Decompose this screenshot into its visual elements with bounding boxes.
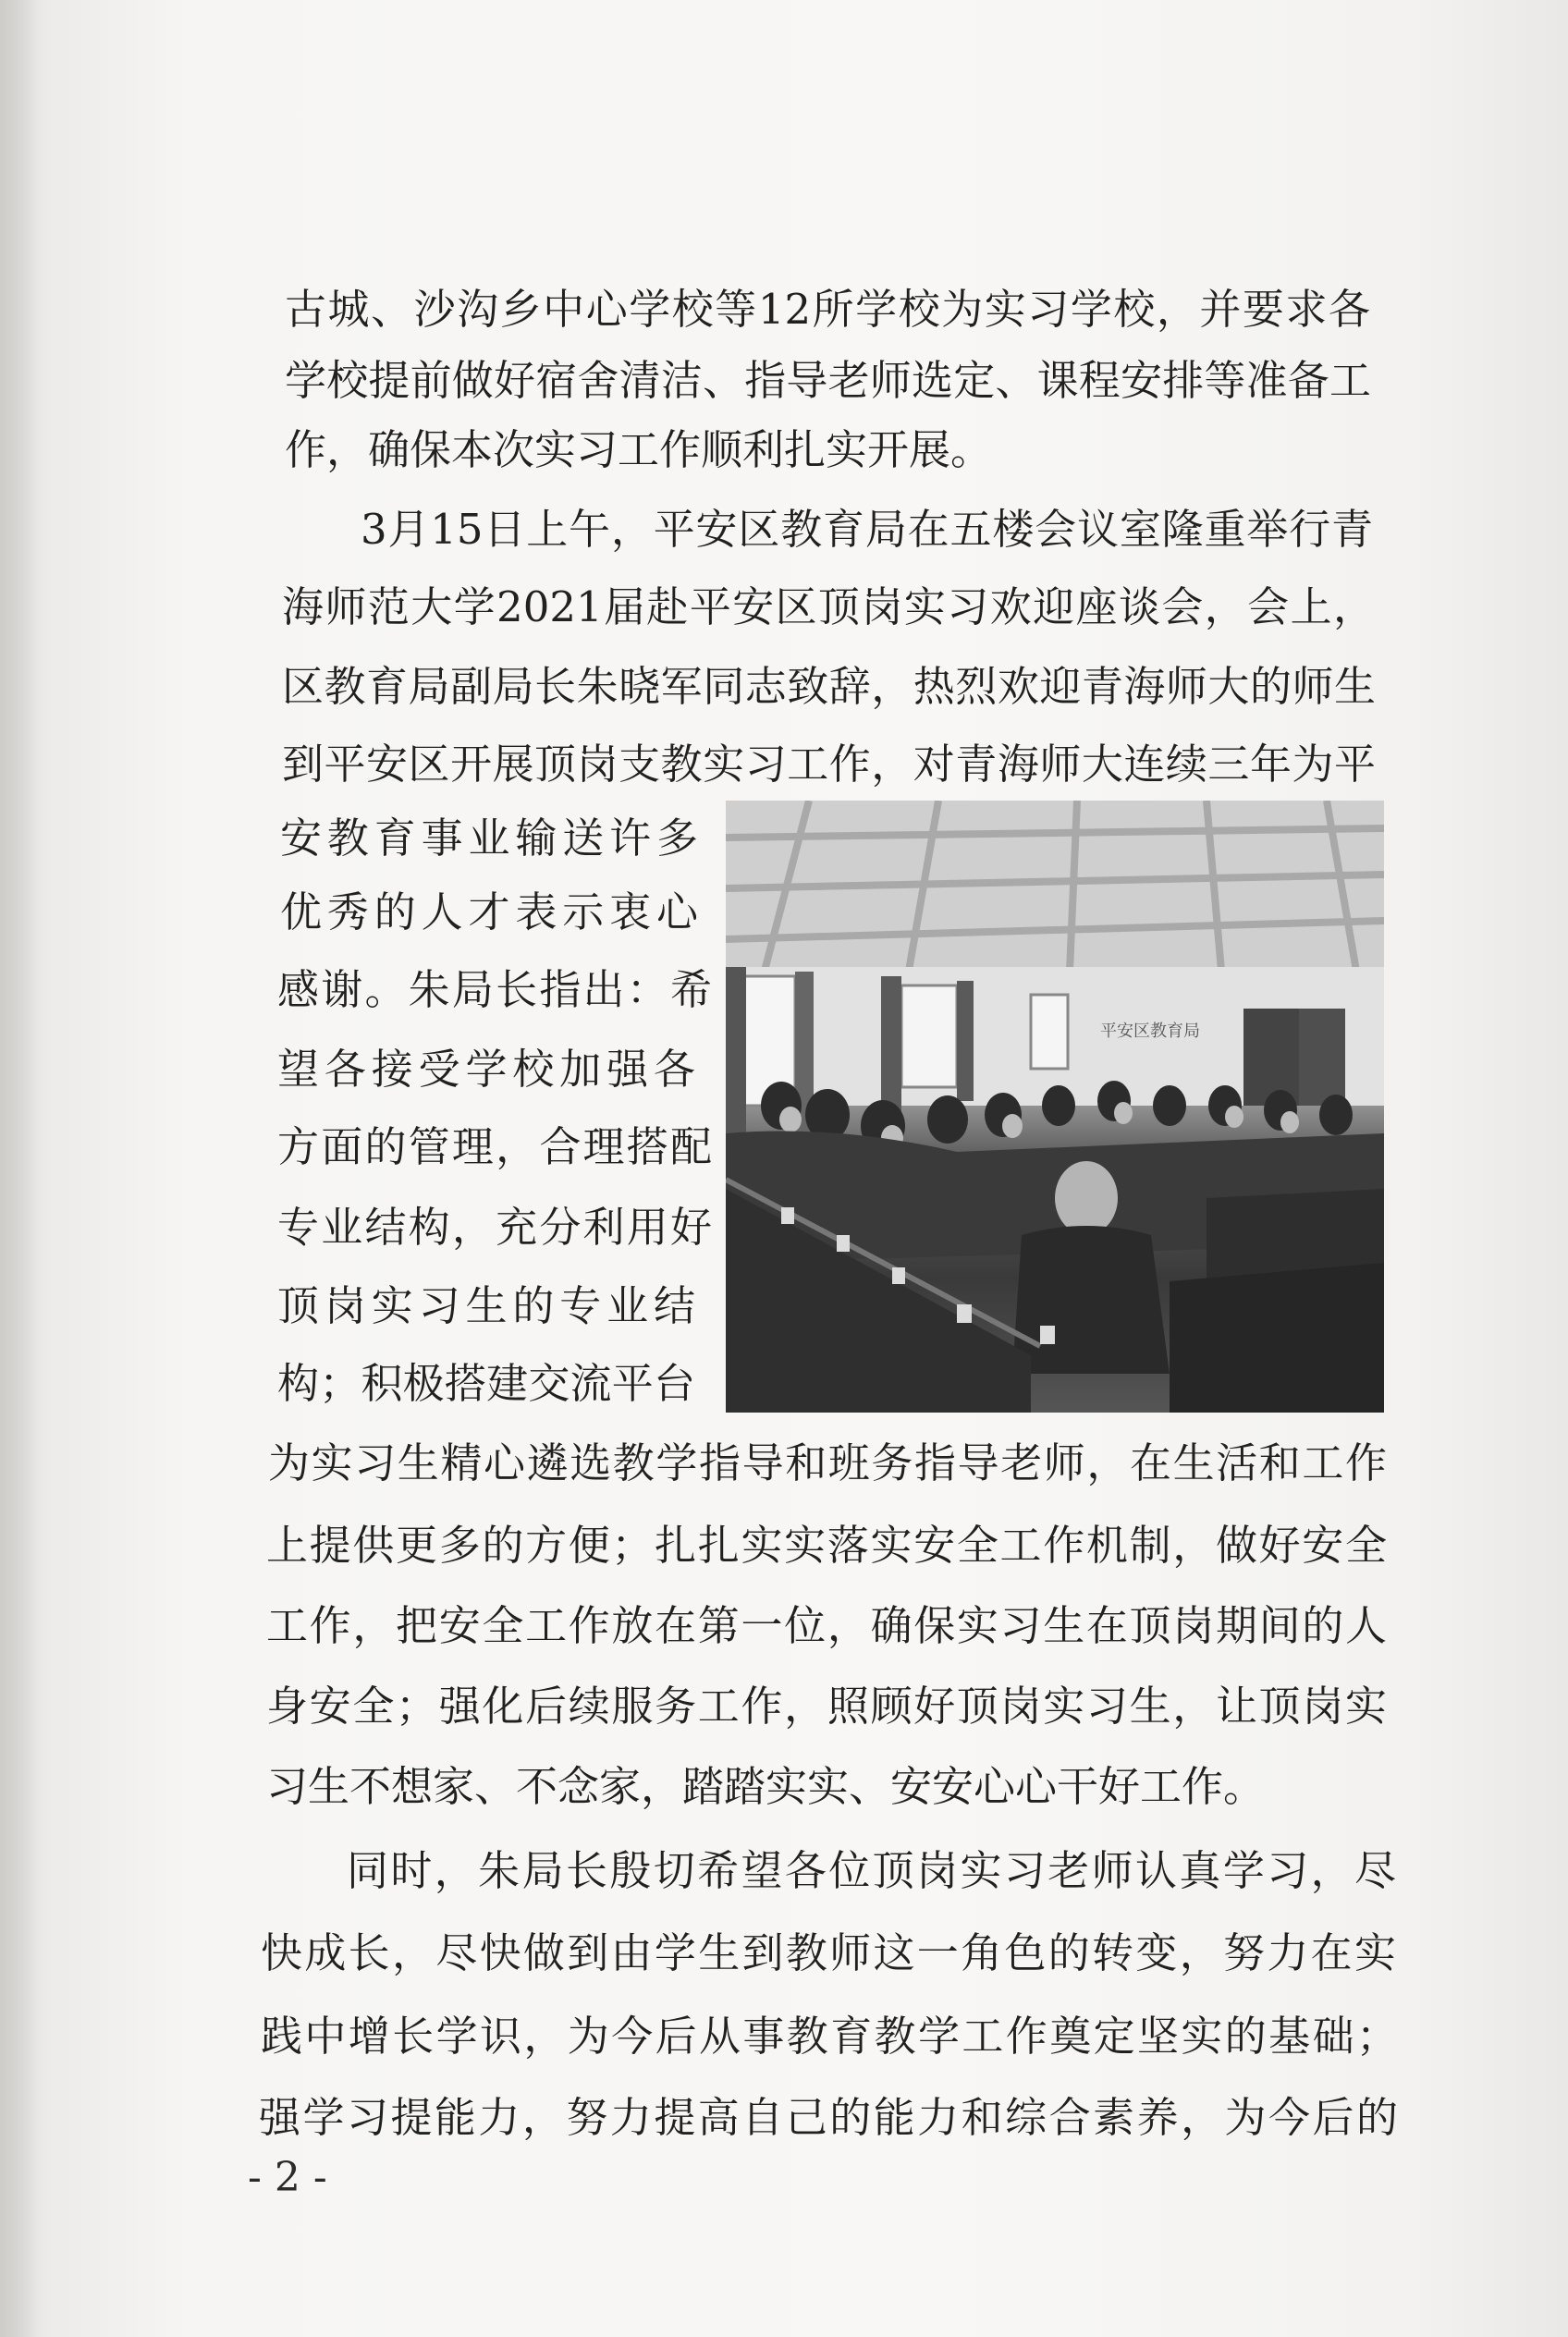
text-line-content: 海师范大学2021届赴平安区顶岗实习欢迎座谈会，会上， xyxy=(282,582,1375,631)
text-line-content: 区教育局副局长朱晓军同志致辞，热烈欢迎青海师大的师生 xyxy=(282,662,1376,711)
text-line-content: 工作，把安全工作放在第一位，确保实习生在顶岗期间的人 xyxy=(266,1601,1387,1650)
text-line xyxy=(0,1912,1568,1995)
text-line xyxy=(0,1829,1568,1913)
text-line-content: 构；积极搭建交流平台 xyxy=(277,1359,695,1408)
text-line xyxy=(0,1422,1568,1505)
text-line xyxy=(0,1745,1568,1829)
text-line-content: 为实习生精心遴选教学指导和班务指导老师，在生活和工作 xyxy=(268,1438,1387,1487)
text-line-content: 古城、沙沟乡中心学校等12所学校为实习学校，并要求各 xyxy=(285,285,1370,334)
text-line-content: 方面的管理，合理搭配 xyxy=(277,1122,712,1171)
text-line xyxy=(0,2076,1568,2160)
text-line-content: 到平安区开展顶岗支教实习工作，对青海师大连续三年为平 xyxy=(282,740,1376,789)
text-line-content: 快成长，尽快做到由学生到教师这一角色的转变，努力在实 xyxy=(261,1928,1396,1977)
text-line-content: 践中增长学识，为今后从事教育教学工作奠定坚实的基础； xyxy=(261,2012,1398,2061)
text-line xyxy=(0,723,1568,806)
text-line-content: 身安全；强化后续服务工作，照顾好顶岗实习生，让顶岗实 xyxy=(266,1682,1387,1731)
text-line-content: 安教育事业输送许多 xyxy=(280,814,698,863)
text-line-content: 专业结构，充分利用好 xyxy=(277,1203,712,1252)
text-line-content: 同时，朱局长殷切希望各位顶岗实习老师认真学习，尽 xyxy=(347,1846,1396,1895)
text-line-content: 感谢。朱局长指出：希 xyxy=(277,965,712,1014)
text-line xyxy=(0,488,1568,571)
text-line xyxy=(0,1585,1568,1668)
text-line xyxy=(0,1995,1568,2078)
text-line-content: 3月15日上午，平安区教育局在五楼会议室隆重举行青 xyxy=(361,505,1373,554)
text-line xyxy=(0,645,1568,728)
text-line-content: 强学习提能力，努力提高自己的能力和综合素养，为今后的 xyxy=(259,2093,1398,2142)
text-line-content: 优秀的人才表示衷心 xyxy=(280,887,698,936)
text-line-content: 学校提前做好宿舍清洁、指导老师选定、课程安排等准备工 xyxy=(285,356,1371,405)
text-line-content: 上提供更多的方便；扎扎实实落实安全工作机制，做好安全 xyxy=(266,1521,1387,1570)
text-line xyxy=(0,1665,1568,1748)
text-line xyxy=(0,1504,1568,1587)
text-line xyxy=(0,566,1568,649)
wall-sign-text: 平安区教育局 xyxy=(1100,1022,1200,1041)
text-line-content: 望各接受学校加强各 xyxy=(277,1045,695,1094)
text-line xyxy=(0,409,1568,492)
text-line-content: 作，确保本次实习工作顺利扎实开展。 xyxy=(285,425,993,474)
text-line-content: 习生不想家、不念家，踏踏实实、安安心心干好工作。 xyxy=(266,1762,1266,1811)
meeting-photo xyxy=(726,801,1384,1413)
page-number: - 2 - xyxy=(248,2154,327,2201)
text-line-content: 顶岗实习生的专业结 xyxy=(277,1281,695,1330)
